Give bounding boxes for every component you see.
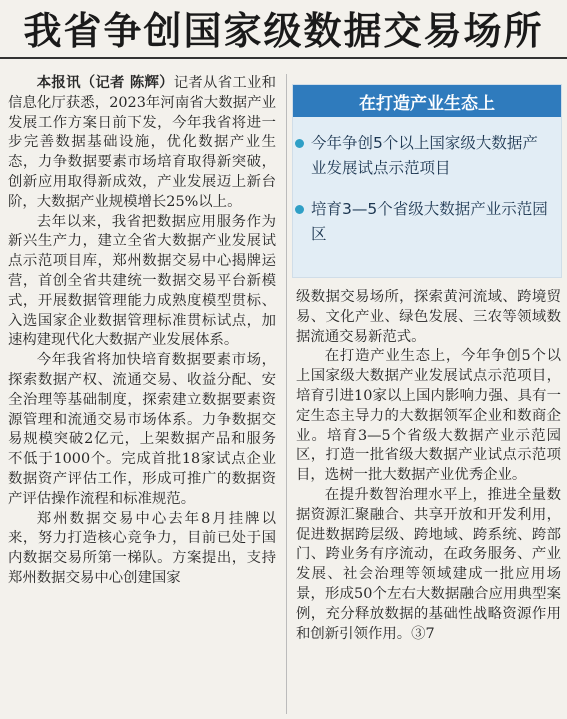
highlight-item-text: 培育3—5个省级大数据产业示范园区 xyxy=(311,200,548,243)
headline-rule xyxy=(0,57,567,59)
article-left-column xyxy=(8,74,276,589)
paragraph-1 xyxy=(8,74,276,213)
paragraph-4: 郑州数据交易中心去年8月挂牌以来，努力打造核心竞争力，目前已处于国内数据交易所第一梯队。方案提出，支持郑州数据交易中心创建国家 xyxy=(8,510,276,586)
highlight-item xyxy=(311,131,551,181)
paragraph-4-continued: 级数据交易场所，探索黄河流域、跨境贸易、文化产业、绿色发展、三农等领域数据流通交易新范式。 xyxy=(296,289,561,345)
article-right-column xyxy=(296,288,561,644)
column-divider xyxy=(286,74,287,714)
highlight-item-text: 今年争创5个以上国家级大数据产业发展试点示范项目 xyxy=(311,134,538,177)
bullet-icon xyxy=(295,139,304,148)
headline: 我省争创国家级数据交易场所 xyxy=(23,8,544,53)
paragraph-5: 在打造产业生态上，今年争创5个以上国家级大数据产业发展试点示范项目，培育引进10家以上国内影响力强、具有一定生态主导力的大数据领军企业和数商企业。培育3—5个省级大数据产业示范园区，打造一批省级大数据产业试点示范项目，选树一批大数据产业优秀企业。 xyxy=(296,348,561,484)
paragraph-6: 在提升数智治理水平上，推进全量数据资源汇聚融合、共享开放和开发利用，促进数据跨层级、跨地域、跨系统、跨部门、跨业务有序流动，在政务服务、产业发展、社会治理等领域建成一批应用场景，形成50个左右大数据融合应用典型案例，充分释放数据的基础性战略资源作用和创新引领作用。③7 xyxy=(296,486,561,642)
highlight-item xyxy=(311,197,551,247)
byline: 本报讯（记者 陈辉） xyxy=(36,75,174,91)
paragraph-2: 去年以来，我省把数据应用服务作为新兴生产力，建立全省大数据产业发展试点示范项目库，郑州数据交易中心揭牌运营，首创全省共建统一数据交易平台新模式，开展数据管理能力成熟度模型贯标、入选国家企业数据管理标准贯标试点，加速构建现代化大数据产业发展体系。 xyxy=(8,213,276,349)
bullet-icon xyxy=(295,205,304,214)
paragraph-1-text: 记者从省工业和信息化厅获悉，2023年河南省大数据产业发展工作方案日前下发，今年我省将进一步完善数据基础设施，优化数据产业生态，力争数据要素市场培育取得新突破，创新应用取得新成效，产业发展迈上新台阶，大数据产业规模增长25%以上。 xyxy=(8,75,276,210)
highlight-box-title: 在打造产业生态上 xyxy=(293,85,561,117)
highlight-box xyxy=(292,84,562,278)
paragraph-3: 今年我省将加快培育数据要素市场，探索数据产权、流通交易、收益分配、安全治理等基础制度，探索建立数据要素资源管理和流通交易市场体系。力争数据交易规模突破2亿元，上架数据产品和服务不低于1000个。完成首批18家试点企业数据资产评估工作，形成可推广的数据资产评估操作流程和标准规范。 xyxy=(8,352,276,507)
